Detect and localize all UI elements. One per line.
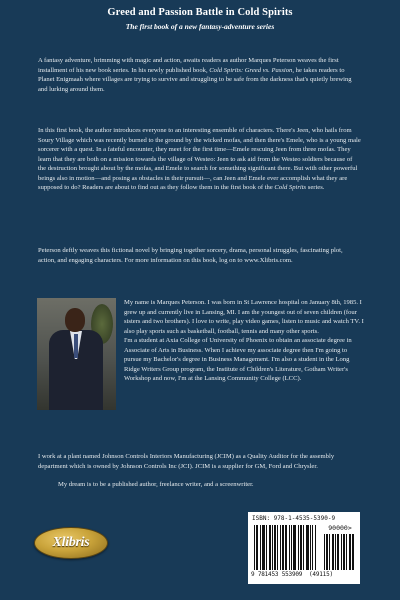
barcode-bar	[291, 525, 292, 570]
barcode-bar	[310, 525, 311, 570]
barcode-bar	[327, 534, 328, 570]
author-bio-paragraph-2: I'm a student at Axia College of University of Phoenix to obtain an associate degree in Associate of Arts in Business. When I achieve my associate degree then I'm going to pursue my Bachelor's degree in Business Management. I'm also a student in the Long Ridge Writers Group program, the Institute of Children's Literature, Gotham Writer's Workshop and now, I'm at the Lansing Community College (LCC).	[124, 337, 352, 382]
barcode-bar	[277, 525, 278, 570]
barcode-bar	[335, 534, 336, 570]
barcode-bar	[285, 525, 286, 570]
blurb-p2-text-a: In this first book, the author introduces everyone to an interesting ensemble of characters. There's Jeen, who hails from Soury Village which was recently burned to the ground by the wicked mofas, and then there's Emele, who is a young male sorcerer with a quest. In a fateful encounter, they meet for the first time—Emele rescuing Jeen from three mofas. They learn that they are both on a mission towards the village of Westeo: Jeen to ask aid from the Westeo soldiers because of the destruction brought about by the mofas, and Emele to search for something significant there. But with other powerful beings also in motion—and posing as obstacles in their pursuit—, can Jeen and Emele ever accomplish what they are supposed to do? Readers are about to find out as they follow them in the first book of the	[38, 127, 361, 191]
barcode-bar	[286, 525, 287, 570]
barcode-bar	[257, 525, 258, 570]
barcode-bar	[329, 534, 330, 570]
barcode-bar	[263, 525, 264, 570]
blurb-paragraph-3: Peterson deftly weaves this fictional novel by bringing together sorcery, drama, personal struggles, fascinating plot, action, and engaging characters. For more information on this book, log on to www.Xlibris.com.	[38, 247, 343, 264]
photo-tie	[74, 334, 78, 358]
barcode-bar	[350, 534, 351, 570]
barcode-main-digits: 9 781453 553909	[251, 571, 303, 578]
barcode-bar	[315, 525, 316, 570]
barcode-addon-label: 90000>	[328, 524, 352, 532]
barcode-bar	[353, 534, 354, 570]
barcode-bar	[324, 534, 325, 570]
author-bio-paragraph-1: My name is Marques Peterson. I was born in St Lawrence hospital on January 8th, 1985. I grew up and currently live in Lansing, MI. I am the youngest out of seven children (four sisters and two brothers). I love to write, play video games, listen to music and watch TV. I also play sports such as basketball, football, tennis and many other sports.	[124, 299, 364, 335]
barcode-bar	[341, 534, 342, 570]
barcode-bar	[254, 525, 255, 570]
barcode-bar	[352, 534, 353, 570]
isbn-barcode	[248, 512, 360, 584]
blurb-p1-text-a: A fantasy adventure, brimming with magic and action, awaits readers as author Marques Peterson weaves the first installment of his new book series. In his newly published book,	[38, 57, 339, 74]
barcode-bar	[307, 525, 308, 570]
barcode-bar	[326, 534, 327, 570]
barcode-bar	[264, 525, 265, 570]
barcode-bar	[274, 525, 275, 570]
author-photo	[37, 298, 116, 410]
blurb-p2-text-b: series.	[306, 184, 325, 191]
blurb-paragraph-2	[38, 126, 362, 193]
publisher-logo	[34, 527, 108, 559]
isbn-text: ISBN: 978-1-4535-5390-9	[252, 515, 336, 522]
barcode-digits	[251, 571, 359, 578]
barcode-bar	[294, 525, 295, 570]
barcode-bar	[275, 525, 276, 570]
barcode-bar	[301, 525, 302, 570]
barcode-bar	[306, 525, 307, 570]
barcode-bar	[283, 525, 284, 570]
barcode-bar	[344, 534, 345, 570]
barcode-bar	[293, 525, 294, 570]
barcode-bar	[266, 525, 267, 570]
barcode-bar	[349, 534, 350, 570]
barcode-bar	[308, 525, 309, 570]
barcode-bar	[312, 525, 313, 570]
barcode-bar	[269, 525, 270, 570]
barcode-bar	[303, 525, 304, 570]
author-bio-paragraph-3: I work at a plant named Johnson Controls Interiors Manufacturing (JCIM) as a Quality Auditor for the assembly department which is owned by Johnson Controls Inc (JCI). JCIM is a supplier for GM, Ford and Chrysler.	[38, 453, 335, 470]
barcode-addon-digits: (49115)	[309, 571, 333, 578]
barcode-bar	[262, 525, 263, 570]
photo-head	[65, 308, 85, 332]
barcode-bar	[338, 534, 339, 570]
barcode-bars	[254, 525, 316, 570]
blurb-p1-book-title: Cold Spirits: Greed vs. Passion	[209, 66, 293, 74]
author-bio-paragraph-4: My dream is to be a published author, freelance writer, and a screenwriter.	[58, 481, 254, 488]
barcode-bar	[343, 534, 344, 570]
barcode-bar	[260, 525, 261, 570]
barcode-bar	[282, 525, 283, 570]
barcode-bar	[337, 534, 338, 570]
barcode-bar	[298, 525, 299, 570]
publisher-logo-text: Xlibris	[52, 535, 90, 550]
barcode-bar	[256, 525, 257, 570]
barcode-bar	[300, 525, 301, 570]
barcode-bar	[280, 525, 281, 570]
barcode-bar	[333, 534, 334, 570]
book-title: Greed and Passion Battle in Cold Spirits	[107, 7, 293, 18]
book-subtitle: The first book of a new fantasy-adventure series	[125, 22, 275, 31]
blurb-paragraph-1	[38, 56, 362, 94]
barcode-bar	[332, 534, 333, 570]
barcode-bar	[295, 525, 296, 570]
barcode-bar	[289, 525, 290, 570]
barcode-bar	[270, 525, 271, 570]
barcode-addon-bars	[324, 534, 354, 570]
blurb-p1-text-b: , he takes readers to Planet Enigmaah where villages are trying to survive and struggling to be safe from the darkness that's quietly brewing and lurking around them.	[38, 66, 352, 93]
blurb-p2-series-title: Cold Spirits	[274, 184, 307, 191]
barcode-bar	[272, 525, 273, 570]
barcode-bar	[346, 534, 347, 570]
author-bio	[124, 298, 364, 384]
